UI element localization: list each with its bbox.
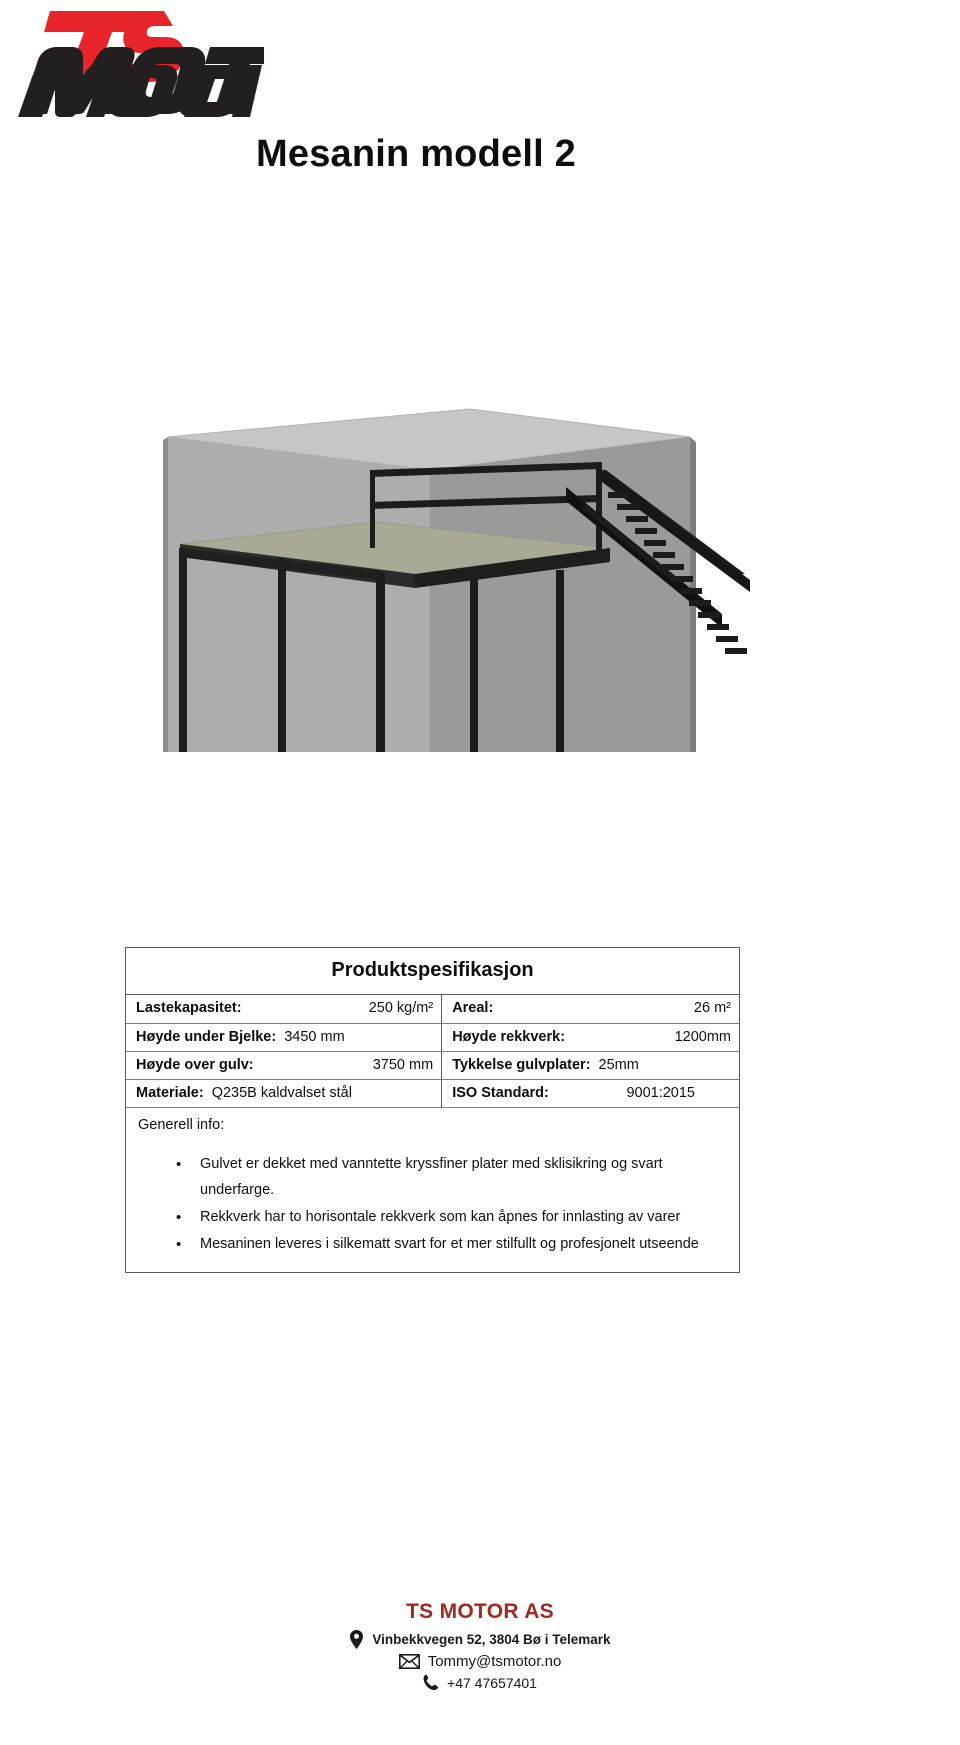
spec-key: Høyde rekkverk: (452, 1028, 566, 1045)
footer-phone-text[interactable]: +47 47657401 (447, 1674, 537, 1691)
spec-cell-left (126, 1051, 442, 1079)
spec-key: Høyde over gulv: (136, 1056, 254, 1073)
product-specification-panel (125, 947, 740, 1273)
specification-table (126, 995, 739, 1108)
list-item: • Mesaninen leveres i silkematt svart for et mer stilfullt og profesjonelt utseende (200, 1231, 739, 1258)
spec-cell-left (126, 1023, 442, 1051)
spec-cell-right (442, 1023, 739, 1051)
footer-contact-block (0, 1600, 960, 1695)
spec-cell-right (442, 995, 739, 1023)
spec-key: Tykkelse gulvplater: (452, 1056, 591, 1073)
table-row (126, 1079, 739, 1107)
spec-value: 9001:2015 (626, 1084, 695, 1101)
list-item: • Rekkverk har to horisontale rekkverk som kan åpnes for innlasting av varer (200, 1204, 739, 1231)
list-item: • Gulvet er dekket med vanntette kryssfiner plater med sklisikring og svart underfarge. (200, 1151, 739, 1205)
spec-value: 1200mm (674, 1028, 731, 1045)
spec-key: Areal: (452, 1000, 494, 1017)
logo-motor-wordmark (14, 61, 264, 121)
table-row (126, 1051, 739, 1079)
table-row (126, 995, 739, 1023)
spec-cell-left (126, 995, 442, 1023)
footer-address-text: Vinbekkvegen 52, 3804 Bø i Telemark (372, 1632, 611, 1647)
spec-heading: Produktspesifikasjon (331, 959, 534, 981)
spec-key: Lastekapasitet: (136, 1000, 242, 1017)
footer-email-text[interactable]: Tommy@tsmotor.no (427, 1653, 562, 1670)
spec-heading-row (126, 948, 739, 995)
page-title: Mesanin modell 2 (256, 133, 576, 175)
table-row (126, 1023, 739, 1051)
footer-phone-line (0, 1674, 960, 1691)
spec-value: 3450 mm (284, 1028, 345, 1045)
company-logo (14, 6, 264, 118)
general-info-label: Generell info: (138, 1116, 225, 1133)
general-info-bullet-list (138, 1151, 739, 1258)
footer-address-line (0, 1630, 960, 1649)
footer-email-line (0, 1653, 960, 1670)
footer-company-name: TS MOTOR AS (406, 1600, 554, 1623)
phone-icon (423, 1674, 439, 1691)
envelope-icon (399, 1654, 420, 1669)
spec-value: 250 kg/m² (368, 1000, 434, 1017)
spec-cell-right (442, 1079, 739, 1107)
spec-value: Q235B kaldvalset stål (211, 1084, 352, 1101)
spec-key: Materiale: (136, 1084, 204, 1101)
spec-key: Høyde under Bjelke: (136, 1028, 277, 1045)
spec-cell-right (442, 1051, 739, 1079)
general-info-section (126, 1108, 739, 1258)
mezzanine-render-svg (130, 352, 750, 752)
spec-key: ISO Standard: (452, 1084, 549, 1101)
spec-value: 3750 mm (372, 1056, 434, 1073)
spec-value: 25mm (598, 1056, 639, 1073)
spec-cell-left (126, 1079, 442, 1107)
spec-value: 26 m² (693, 1000, 731, 1017)
location-pin-icon (349, 1630, 364, 1649)
mezzanine-3d-render (130, 352, 750, 752)
